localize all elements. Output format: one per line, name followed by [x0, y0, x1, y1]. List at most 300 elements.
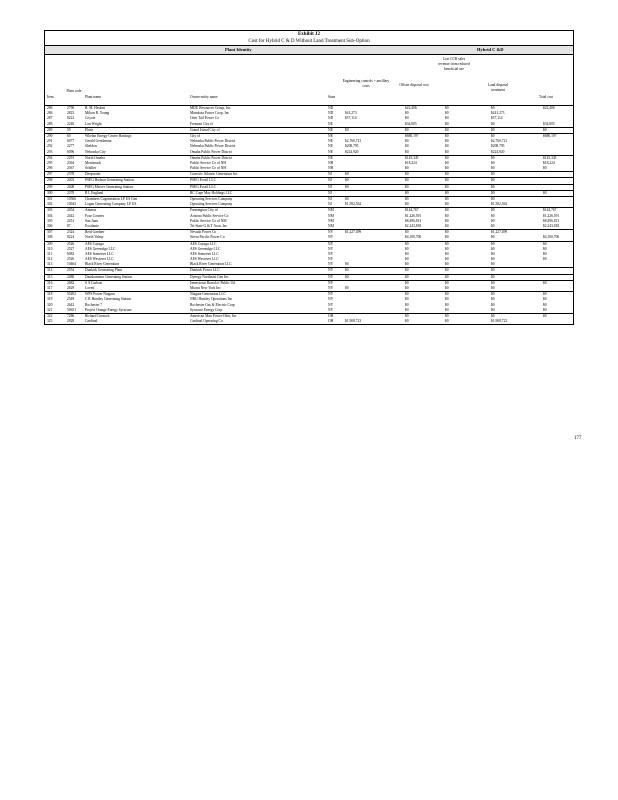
- cell-plant-name: Gerald Gentleman: [85, 139, 112, 144]
- cell-owner: Cardinal Operating Co: [190, 319, 223, 324]
- cost-table: [44, 30, 574, 325]
- cell-offsite: $0: [405, 139, 409, 144]
- col-plant-code: Plant code: [66, 89, 82, 93]
- cell-total: $0: [543, 127, 547, 132]
- cell-state: NJ: [328, 172, 332, 177]
- cell-lost-ccr: $0: [445, 297, 449, 302]
- cell-plant-name: Milton R. Young: [85, 111, 110, 116]
- cell-land-disposal: $0: [491, 106, 495, 110]
- cell-land-disposal: $0: [491, 292, 495, 297]
- cell-plant-name: Reid Gardner: [85, 230, 105, 235]
- cell-plant-name: AES Somerset LLC: [85, 251, 114, 256]
- cell-engineering: $0: [345, 286, 349, 290]
- cell-plant-code: 2451: [67, 218, 75, 223]
- cell-lost-ccr: $0: [445, 172, 449, 177]
- cell-item: 299: [47, 184, 53, 189]
- cell-land-disposal: $0: [491, 155, 495, 160]
- cell-state: ND: [328, 111, 334, 116]
- cell-offsite: $0: [405, 111, 409, 116]
- cell-item: 316: [47, 280, 53, 285]
- cell-owner: PSEG Fossil LLC: [190, 184, 216, 189]
- cell-total: $8,496,813: [543, 218, 560, 223]
- cell-lost-ccr: $0: [445, 208, 449, 213]
- cell-total: $2,243,818: [543, 223, 560, 228]
- cell-lost-ccr: $0: [445, 213, 449, 218]
- cell-plant-code: 2324: [67, 230, 75, 235]
- cell-land-disposal: $0: [491, 127, 495, 132]
- cell-engineering: $1,582,562: [345, 202, 362, 207]
- cell-engineering: $0: [345, 274, 349, 279]
- exhibit-label: Exhibit J2: [297, 32, 321, 37]
- cell-owner: Otter Tail Power Co: [190, 116, 219, 121]
- cell-total: $18,224: [543, 160, 555, 165]
- cell-plant-name: Sheldon: [85, 144, 97, 149]
- cell-plant-name: Schiller: [85, 166, 97, 171]
- cell-engineering: $57,114: [345, 116, 357, 121]
- cell-lost-ccr: $0: [445, 178, 449, 183]
- cell-land-disposal: $57,114: [491, 116, 503, 121]
- cell-item: 293: [47, 149, 53, 154]
- cell-plant-name: Dunkirk Generating Plant: [85, 268, 123, 273]
- cell-state: OH: [328, 319, 334, 324]
- cell-plant-code: 2642: [67, 302, 75, 307]
- cell-offsite: $0: [405, 166, 409, 171]
- cell-land-disposal: $0: [491, 133, 495, 138]
- cell-plant-name: AES Cayuga: [85, 241, 104, 246]
- cell-lost-ccr: $0: [445, 155, 449, 160]
- cell-land-disposal: $0: [491, 302, 495, 307]
- cell-item: 308: [47, 235, 53, 240]
- cell-offsite: $0: [405, 292, 409, 297]
- cell-plant-name: Danskammer Generating Station: [85, 274, 133, 279]
- cell-lost-ccr: $0: [445, 280, 449, 285]
- cell-lost-ccr: $0: [445, 313, 449, 318]
- cell-offsite: $8,496,813: [405, 218, 422, 223]
- cell-state: NE: [328, 144, 333, 149]
- cell-plant-code: 50651: [67, 307, 76, 312]
- column-headers: [45, 55, 573, 106]
- cell-plant-code: 2549: [67, 297, 75, 302]
- cell-state: NV: [328, 235, 334, 240]
- cell-state: NY: [328, 268, 334, 273]
- cell-item: 295: [47, 160, 53, 165]
- cell-lost-ccr: $0: [445, 235, 449, 240]
- cell-owner: RC Cape May Holdings LLC: [190, 190, 233, 195]
- cell-plant-code: 2480: [67, 274, 75, 279]
- cell-owner: Omaha Public Power District: [190, 155, 233, 160]
- cell-lost-ccr: $0: [445, 223, 449, 228]
- cell-engineering: $208,795: [345, 144, 359, 149]
- cell-total: $680,197: [543, 133, 557, 138]
- cell-plant-name: Escalante: [85, 223, 99, 228]
- group-header: [45, 45, 573, 55]
- cell-offsite: $0: [405, 302, 409, 307]
- cell-land-disposal: $0: [491, 166, 495, 171]
- cell-land-disposal: $0: [491, 178, 495, 183]
- cell-total: $0: [543, 166, 547, 171]
- cell-lost-ccr: $0: [445, 121, 449, 126]
- cell-owner: Jamestown Board of Public Utl: [190, 280, 236, 285]
- cell-item: 318: [47, 292, 53, 297]
- table-row: [45, 319, 573, 324]
- col-state: State: [328, 95, 336, 99]
- cell-item: 291: [47, 139, 53, 144]
- cell-state: NM: [328, 208, 334, 213]
- cell-land-disposal: $0: [491, 246, 495, 251]
- cell-state: NE: [328, 139, 333, 144]
- cell-engineering: $224,920: [345, 149, 359, 154]
- cell-land-disposal: $0: [491, 172, 495, 177]
- cell-land-disposal: $0: [491, 190, 495, 195]
- cell-owner: Nevada Power Co: [190, 230, 217, 235]
- cell-plant-name: B L England: [85, 190, 104, 195]
- cell-state: NY: [328, 274, 334, 279]
- cell-lost-ccr: $0: [445, 111, 449, 116]
- cell-lost-ccr: $0: [445, 268, 449, 273]
- cell-item: 290: [47, 133, 53, 138]
- cell-owner: Arizona Public Service Co: [190, 213, 229, 218]
- cell-item: 286: [47, 111, 53, 116]
- cell-state: NY: [328, 257, 334, 262]
- cell-item: 306: [47, 223, 53, 228]
- cell-offsite: $0: [405, 280, 409, 285]
- cell-land-disposal: $0: [491, 235, 495, 240]
- cell-engineering: $0: [345, 127, 349, 132]
- cell-plant-code: 2823: [67, 111, 75, 116]
- cell-land-disposal: $0: [491, 213, 495, 218]
- cell-lost-ccr: $0: [445, 286, 449, 290]
- cell-offsite: $0: [405, 307, 409, 312]
- cell-plant-name: Rochester 7: [85, 302, 103, 307]
- page-number: 177: [574, 436, 582, 441]
- cell-owner: Farmington City of: [190, 208, 218, 213]
- cell-lost-ccr: $0: [445, 202, 449, 207]
- cell-plant-code: 7286: [67, 313, 75, 318]
- cell-plant-code: 10043: [67, 202, 76, 207]
- cell-plant-code: 2291: [67, 155, 75, 160]
- cell-owner: Mirant New York Inc: [190, 286, 221, 290]
- cell-offsite: $0: [405, 197, 409, 201]
- cell-offsite: $0: [405, 319, 409, 324]
- cell-engineering: $41,273: [345, 111, 357, 116]
- cell-state: NE: [328, 155, 333, 160]
- cell-state: NJ: [328, 190, 332, 195]
- cell-state: NJ: [328, 184, 332, 189]
- cell-plant-name: Project Orange Energy Syracuse: [85, 307, 132, 312]
- cell-item: 298: [47, 178, 53, 183]
- cell-total: $0: [543, 241, 547, 246]
- cell-owner: MDU Resources Group, Inc.: [190, 106, 232, 110]
- cell-state: NE: [328, 121, 333, 126]
- col-offsite: Offsite disposal cost: [399, 83, 429, 87]
- cell-offsite: $0: [405, 127, 409, 132]
- cell-state: NY: [328, 302, 334, 307]
- cell-land-disposal: $0: [491, 251, 495, 256]
- cell-offsite: $0: [405, 144, 409, 149]
- group-plant-identity: Plant Identity: [225, 47, 252, 52]
- cell-item: 304: [47, 213, 53, 218]
- cell-owner: Grand Island City of: [190, 127, 220, 132]
- cell-state: NJ: [328, 197, 332, 201]
- cell-owner: Fremont City of: [190, 121, 214, 126]
- cell-state: NY: [328, 297, 334, 302]
- cell-total: $0: [543, 297, 547, 302]
- cell-state: NH: [328, 166, 334, 171]
- cell-state: NY: [328, 307, 334, 312]
- cell-plant-name: Lon Wright: [85, 121, 102, 126]
- cell-offsite: $0: [405, 274, 409, 279]
- cell-lost-ccr: $0: [445, 106, 449, 110]
- cell-plant-name: Richard Gorsuch: [85, 313, 110, 318]
- cell-land-disposal: $0: [491, 208, 495, 213]
- cell-offsite: $1,226,591: [405, 213, 422, 218]
- cell-plant-name: WPS Power Niagara: [85, 292, 115, 297]
- cell-lost-ccr: $0: [445, 166, 449, 171]
- cell-lost-ccr: $0: [445, 133, 449, 138]
- cell-item: 289: [47, 127, 53, 132]
- cell-plant-name: PSEG Mercer Generating Station: [85, 184, 134, 189]
- cell-owner: Black River Generation LLC: [190, 262, 232, 267]
- cell-item: 300: [47, 190, 53, 195]
- cell-plant-code: 10464: [67, 262, 76, 267]
- cell-owner: Dynegy Northeast Gen Inc: [190, 274, 229, 279]
- cell-item: 317: [47, 286, 53, 290]
- cell-land-disposal: $0: [491, 262, 495, 267]
- cell-state: NY: [328, 241, 334, 246]
- cell-state: NM: [328, 213, 334, 218]
- cell-owner: Operating Services Company: [190, 197, 233, 201]
- cell-offsite: $0: [405, 297, 409, 302]
- cell-lost-ccr: $0: [445, 149, 449, 154]
- cell-plant-name: PSEG Hudson Generating Station: [85, 178, 134, 183]
- cell-state: NE: [328, 133, 333, 138]
- cell-owner: Tri-State G & T Assn, Inc: [190, 223, 228, 228]
- cell-offsite: $0: [405, 178, 409, 183]
- cell-item: 314: [47, 268, 53, 273]
- cell-total: $0: [543, 307, 547, 312]
- cell-plant-code: 2554: [67, 268, 75, 273]
- cell-item: 313: [47, 262, 53, 267]
- cell-land-disposal: $1,582,562: [491, 202, 508, 207]
- cell-total: $145,345: [543, 155, 557, 160]
- cell-offsite: $680,197: [405, 133, 419, 138]
- cell-lost-ccr: $0: [445, 160, 449, 165]
- cell-lost-ccr: $0: [445, 241, 449, 246]
- cell-land-disposal: $2,760,721: [491, 139, 508, 144]
- cell-engineering: $1,908,723: [345, 319, 362, 324]
- col-land-disposal: Land disposal treatment: [487, 83, 509, 93]
- cell-item: 312: [47, 257, 53, 262]
- cell-total: $22,406: [543, 106, 555, 110]
- cell-item: 292: [47, 144, 53, 149]
- cell-offsite: $0: [405, 251, 409, 256]
- cell-state: NY: [328, 246, 334, 251]
- cell-total: $0: [543, 292, 547, 297]
- cell-plant-code: 2277: [67, 144, 75, 149]
- cell-plant-code: 2828: [67, 319, 75, 324]
- cell-state: NJ: [328, 202, 332, 207]
- cell-state: NY: [328, 280, 334, 285]
- cell-state: ND: [328, 106, 334, 110]
- cell-item: 286: [47, 106, 53, 110]
- cell-offsite: $34,805: [405, 121, 417, 126]
- cell-plant-code: 2364: [67, 160, 75, 165]
- cell-land-disposal: $0: [491, 268, 495, 273]
- cell-lost-ccr: $0: [445, 139, 449, 144]
- cell-plant-code: 2790: [67, 106, 75, 110]
- cell-plant-code: 2442: [67, 213, 75, 218]
- cell-owner: Conectiv Atlantic Generation Inc: [190, 172, 238, 177]
- cell-land-disposal: $0: [491, 218, 495, 223]
- cell-plant-code: 2378: [67, 172, 75, 177]
- cell-lost-ccr: $0: [445, 197, 449, 201]
- col-owner: Owner entity name: [190, 95, 218, 99]
- cell-land-disposal: $0: [491, 121, 495, 126]
- cell-plant-name: Merrimack: [85, 160, 101, 165]
- cell-plant-name: North Valmy: [85, 235, 104, 240]
- cell-plant-code: 2408: [67, 184, 75, 189]
- cell-offsite: $0: [405, 313, 409, 318]
- cell-total: $0: [543, 313, 547, 318]
- cell-owner: AES Cayuga LLC: [190, 241, 217, 246]
- cell-plant-code: 6096: [67, 149, 75, 154]
- cell-item: 296: [47, 166, 53, 171]
- cell-item: 297: [47, 172, 53, 177]
- cell-plant-code: 6082: [67, 251, 75, 256]
- cell-state: NV: [328, 230, 334, 235]
- cell-engineering: $0: [345, 184, 349, 189]
- cell-item: 321: [47, 307, 53, 312]
- cell-land-disposal: $0: [491, 286, 495, 290]
- cell-plant-code: 2629: [67, 286, 75, 290]
- cell-total: $34,805: [543, 121, 555, 126]
- cell-lost-ccr: $0: [445, 190, 449, 195]
- cell-owner: Nebraska Public Power District: [190, 144, 236, 149]
- cell-plant-name: Four Corners: [85, 213, 105, 218]
- cell-offsite: $145,345: [405, 155, 419, 160]
- cell-owner: Public Service Co of NH: [190, 160, 226, 165]
- cell-owner: Sierra Pacific Power Co: [190, 235, 225, 240]
- cell-total: $0: [543, 280, 547, 285]
- cell-land-disposal: $0: [491, 280, 495, 285]
- cell-plant-code: 2682: [67, 280, 75, 285]
- cell-land-disposal: $0: [491, 223, 495, 228]
- cell-state: NY: [328, 292, 334, 297]
- cell-owner: AES Somerset LLC: [190, 251, 219, 256]
- cell-owner: City of: [190, 133, 201, 138]
- cell-lost-ccr: $0: [445, 292, 449, 297]
- cell-item: 310: [47, 246, 53, 251]
- cell-plant-code: 2403: [67, 178, 75, 183]
- cell-item: 287: [47, 116, 53, 121]
- cell-lost-ccr: $0: [445, 262, 449, 267]
- cell-land-disposal: $0: [491, 241, 495, 246]
- cell-offsite: $0: [405, 241, 409, 246]
- cell-lost-ccr: $0: [445, 127, 449, 132]
- cell-state: OH: [328, 313, 334, 318]
- cell-owner: AES Greenidge LLC: [190, 246, 221, 251]
- cell-plant-code: 2454: [67, 208, 75, 213]
- col-plant-name: Plant name: [85, 95, 102, 99]
- cell-plant-code: 59: [67, 127, 71, 132]
- cell-total: $0: [543, 190, 547, 195]
- cell-land-disposal: $241,273: [491, 111, 505, 116]
- cell-item: 288: [47, 121, 53, 126]
- cell-plant-name: Coyote: [85, 116, 96, 121]
- cell-plant-name: Animas: [85, 208, 97, 213]
- cell-plant-name: Nebraska City: [85, 149, 106, 154]
- cell-item: 302: [47, 202, 53, 207]
- cell-total: $1,226,591: [543, 213, 560, 218]
- cell-owner: Operating Services Company: [190, 202, 233, 207]
- cell-lost-ccr: $0: [445, 230, 449, 235]
- cell-plant-name: San Juan: [85, 218, 98, 223]
- cell-item: 307: [47, 230, 53, 235]
- cell-offsite: $0: [405, 172, 409, 177]
- cell-state: NE: [328, 127, 333, 132]
- cell-offsite: $0: [405, 246, 409, 251]
- cell-lost-ccr: $0: [445, 274, 449, 279]
- cell-offsite: $18,224: [405, 160, 417, 165]
- cell-offsite: $0: [405, 230, 409, 235]
- col-item: Item: [47, 95, 54, 99]
- cell-land-disposal: $208,795: [491, 144, 505, 149]
- cell-owner: Nebraska Public Power District: [190, 139, 236, 144]
- cell-plant-code: 50202: [67, 292, 76, 297]
- cell-land-disposal: $0: [491, 307, 495, 312]
- cell-owner: Rochester Gas & Electric Corp: [190, 302, 235, 307]
- cell-offsite: $0: [405, 202, 409, 207]
- cell-total: $144,767: [543, 208, 557, 213]
- cell-offsite: $4,100,706: [405, 235, 422, 240]
- cell-land-disposal: $1,908,723: [491, 319, 508, 324]
- cell-plant-code: 87: [67, 223, 71, 228]
- cell-item: 305: [47, 218, 53, 223]
- cell-engineering: $1,227,499: [345, 230, 362, 235]
- cell-plant-code: 2240: [67, 121, 75, 126]
- cell-lost-ccr: $0: [445, 251, 449, 256]
- cell-item: 315: [47, 274, 53, 279]
- cell-lost-ccr: $0: [445, 246, 449, 251]
- cell-owner: American Mun Power-Ohio, Inc: [190, 313, 237, 318]
- cell-lost-ccr: $0: [445, 218, 449, 223]
- cell-offsite: $0: [405, 257, 409, 262]
- cell-total: $0: [543, 246, 547, 251]
- cell-plant-code: 6077: [67, 139, 75, 144]
- cell-plant-name: R. M. Heskett: [85, 106, 106, 110]
- cell-plant-code: 2526: [67, 241, 75, 246]
- cell-state: ND: [328, 116, 334, 121]
- cell-item: 311: [47, 251, 53, 256]
- cell-state: NY: [328, 286, 334, 290]
- cell-offsite: $0: [405, 268, 409, 273]
- cell-plant-code: 8222: [67, 116, 75, 121]
- cell-state: NH: [328, 160, 334, 165]
- cell-plant-name: S A Carlson: [85, 280, 103, 285]
- cell-plant-name: C R Huntley Generating Station: [85, 297, 132, 302]
- cell-plant-name: North Omaha: [85, 155, 105, 160]
- cell-total: $0: [543, 302, 547, 307]
- cell-land-disposal: $0: [491, 257, 495, 262]
- cell-land-disposal: $0: [491, 184, 495, 189]
- cell-land-disposal: $0: [491, 160, 495, 165]
- cell-item: 309: [47, 241, 53, 246]
- cell-owner: Omaha Public Power District: [190, 149, 233, 154]
- table-body: [45, 106, 573, 324]
- cell-item: 319: [47, 297, 53, 302]
- cell-item: 301: [47, 197, 53, 201]
- cell-total: $4,100,706: [543, 235, 560, 240]
